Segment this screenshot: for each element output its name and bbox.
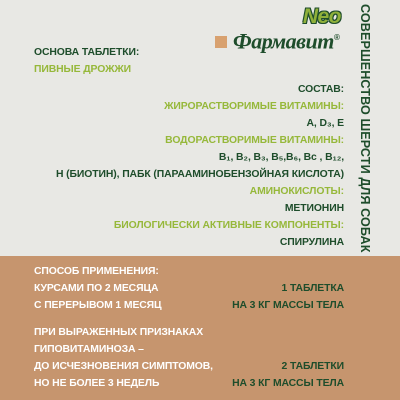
regimen2-row-1 <box>34 324 344 341</box>
tablet-base-label: ОСНОВА ТАБЛЕТКИ: <box>34 47 140 58</box>
brand-logo <box>215 6 345 54</box>
regimen1-dose2: НА 3 КГ МАССЫ ТЕЛА <box>232 300 344 311</box>
usage-label: СПОСОБ ПРИМЕНЕНИЯ: <box>34 266 159 277</box>
tablet-base-block <box>34 44 139 78</box>
logo-brand-text: Фармавит <box>233 28 334 54</box>
logo-neo: Neo <box>302 5 341 28</box>
regimen2-line1: ПРИ ВЫРАЖЕННЫХ ПРИЗНАКАХ <box>34 327 204 338</box>
usage-spacer <box>34 314 344 324</box>
regimen1-row-1 <box>34 280 344 297</box>
registered-mark: ® <box>333 33 340 42</box>
group-item-water-soluble-2: H (БИОТИН), ПАБК (ПАРААМИНОБЕНЗОЙНАЯ КИСЛОТА) <box>55 169 344 180</box>
regimen2-line2: ГИПОВИТАМИНОЗА – <box>34 344 144 355</box>
vertical-product-title <box>351 4 379 253</box>
logo-brand-name <box>233 26 339 53</box>
regimen2-line3: ДО ИСЧЕЗНОВЕНИЯ СИМПТОМОВ, <box>34 361 213 372</box>
usage-block <box>34 263 344 392</box>
group-title-bioactive: БИОЛОГИЧЕСКИ АКТИВНЫЕ КОМПОНЕНТЫ: <box>113 220 344 231</box>
tablet-base-value: ПИВНЫЕ ДРОЖЖИ <box>34 64 132 75</box>
regimen1-dose1: 1 ТАБЛЕТКА <box>281 283 344 294</box>
composition-block <box>56 81 344 251</box>
logo-accent-square <box>215 36 227 48</box>
regimen1-line2: С ПЕРЕРЫВОМ 1 МЕСЯЦ <box>34 300 162 311</box>
usage-label-row <box>34 263 344 280</box>
group-item-fat-soluble: A, D₃, E <box>306 118 344 129</box>
group-title-fat-soluble: ЖИРОРАСТВОРИМЫЕ ВИТАМИНЫ: <box>164 101 344 112</box>
regimen2-row-3 <box>34 358 344 375</box>
regimen2-line4: НО НЕ БОЛЕЕ 3 НЕДЕЛЬ <box>34 378 160 389</box>
group-title-amino-acids: АМИНОКИСЛОТЫ: <box>249 186 344 197</box>
composition-label: СОСТАВ: <box>297 84 344 95</box>
regimen2-dose1: 2 ТАБЛЕТКИ <box>281 361 344 372</box>
regimen1-line1: КУРСАМИ ПО 2 МЕСЯЦА <box>34 283 159 294</box>
group-title-water-soluble: ВОДОРАСТВОРИМЫЕ ВИТАМИНЫ: <box>165 135 344 146</box>
group-item-amino-acids: МЕТИОНИН <box>284 203 344 214</box>
regimen2-row-4 <box>34 375 344 392</box>
regimen2-row-2 <box>34 341 344 358</box>
group-item-bioactive: СПИРУЛИНА <box>279 237 344 248</box>
group-item-water-soluble-1: B₁, B₂, B₃, B₅,B₆, Bc , B₁₂, <box>218 152 344 163</box>
regimen1-row-2 <box>34 297 344 314</box>
vertical-title-text: СОВЕРШЕНСТВО ШЕРСТИ ДЛЯ СОБАК <box>358 4 372 253</box>
regimen2-dose2: НА 3 КГ МАССЫ ТЕЛА <box>232 378 344 389</box>
